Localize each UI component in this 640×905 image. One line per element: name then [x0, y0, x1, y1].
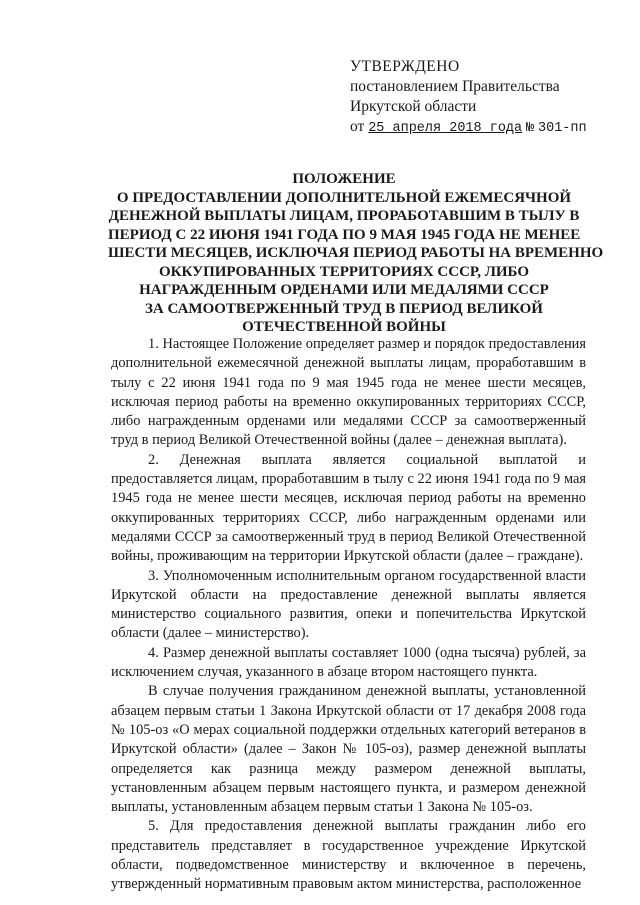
paragraph-5: 5. Для предоставления денежной выплаты гражданин либо его представитель представляет в государственное учреждение Иркутской области, подведомственное министерству и включенное в перечень, утвержденный нормативным правовым актом министерства, расположенное: [111, 818, 586, 893]
title-line: ДЕНЕЖНОЙ ВЫПЛАТЫ ЛИЦАМ, ПРОРАБОТАВШИМ В ТЫЛУ В: [108, 208, 580, 224]
document-title: [108, 170, 604, 337]
paragraph-1: 1. Настоящее Положение определяет размер и порядок предоставления дополнительной ежемесячной денежной выплаты лицам, проработавшим в тылу с 22 июня 1941 года по 9 мая 1945 года не менее шести месяцев, исключая период работы на временно оккупированных территориях СССР, либо награжденным орденами или медалями СССР за самоотверженный труд в период Великой Отечественной войны (далее – денежная выплата).: [111, 336, 586, 449]
approval-heading: УТВЕРЖДЕНО: [350, 58, 460, 75]
paragraph-4-second: В случае получения гражданином денежной выплаты, установленной абзацем первым статьи 1 Закона Иркутской области от 17 декабря 2008 года № 105-оз «О мерах социальной поддержки отдельных категорий ветеранов в Иркутской области» (далее – Закон № 105-оз), размер денежной выплаты определяется как разница между размером денежной выплаты, установленным абзацем первым настоящего пункта, и размером денежной выплаты, установленным абзацем первым статьи 1 Закона № 105-оз.: [111, 683, 586, 816]
approval-date: 25 апреля 2018 года: [368, 121, 523, 136]
title-line: НАГРАЖДЕННЫМ ОРДЕНАМИ ИЛИ МЕДАЛЯМИ СССР: [139, 282, 549, 298]
title-line: ЗА САМООТВЕРЖЕННЫЙ ТРУД В ПЕРИОД ВЕЛИКОЙ: [145, 300, 543, 317]
approval-line-2: Иркутской области: [350, 98, 477, 115]
title-line: ШЕСТИ МЕСЯЦЕВ, ИСКЛЮЧАЯ ПЕРИОД РАБОТЫ НА ВРЕМЕННО: [108, 245, 604, 261]
approval-line-1: постановлением Правительства: [350, 78, 560, 95]
paragraph-2: 2. Денежная выплата является социальной выплатой и предоставляется лицам, проработавшим в тылу с 22 июня 1941 года по 9 мая 1945 года не менее шести месяцев, исключая период работы на временно оккупированных территориях СССР, либо награжденным орденами или медалями СССР за самоотверженный труд в период Великой Отечественной войны, проживающим на территории Иркутской области (далее – граждане).: [111, 451, 586, 565]
title-line: ОТЕЧЕСТВЕННОЙ ВОЙНЫ: [242, 319, 446, 335]
document-body: [111, 335, 586, 895]
approval-stamp: [350, 57, 620, 139]
title-line: ОККУПИРОВАННЫХ ТЕРРИТОРИЯХ СССР, ЛИБО: [158, 263, 530, 280]
title-line: ПОЛОЖЕНИЕ: [292, 171, 396, 187]
paragraph-3: 3. Уполномоченным исполнительным органом государственной власти Иркутской области на предоставление денежной выплаты является министерство социального развития, опеки и попечительства Иркутской области (далее – министерство).: [111, 567, 586, 642]
approval-number-prefix: №: [526, 121, 535, 136]
title-line: О ПРЕДОСТАВЛЕНИИ ДОПОЛНИТЕЛЬНОЙ ЕЖЕМЕСЯЧНОЙ: [116, 189, 572, 206]
approval-date-line: [350, 117, 620, 139]
title-line: ПЕРИОД С 22 ИЮНЯ 1941 ГОДА ПО 9 МАЯ 1945 ГОДА НЕ МЕНЕЕ: [108, 226, 581, 243]
paragraph-4: 4. Размер денежной выплаты составляет 1000 (одна тысяча) рублей, за исключением случая, указанного в абзаце втором настоящего пункта.: [111, 644, 586, 681]
approval-number: 301-пп: [538, 121, 587, 136]
approval-date-prefix: от: [350, 118, 365, 135]
